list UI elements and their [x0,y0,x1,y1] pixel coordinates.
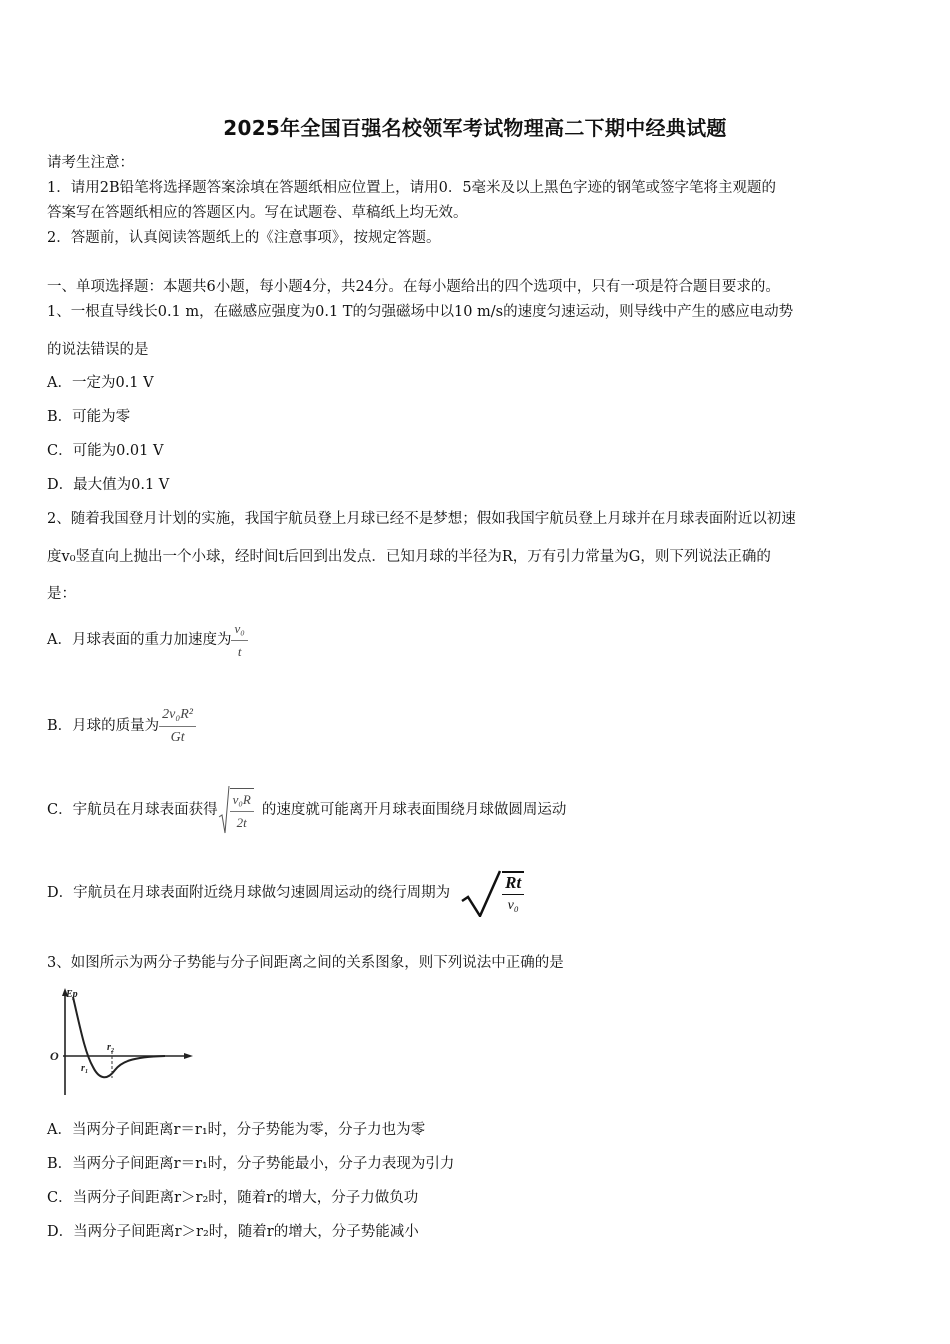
question-3-option-a: A．当两分子间距离r＝r₁时，分子势能为零，分子力也为零 [47,1122,426,1138]
notice-heading: 请考生注意： [47,155,134,171]
fraction-numerator: Rt [502,874,524,895]
option-b-text: B．月球的质量为 [47,718,160,734]
fraction-v0-over-t [231,620,247,661]
potential-energy-graph [47,983,197,1098]
option-c-text-before: C．宇航员在月球表面获得 [47,802,218,818]
question-3-option-d: D．当两分子间距离r＞r₂时，随着r的增大，分子势能减小 [47,1224,419,1240]
fraction-denominator: 2t [236,815,247,830]
option-a-text: A．月球表面的重力加速度为 [47,632,232,648]
fraction-rt-over-v0 [502,871,524,915]
question-2-stem-line-2: 度v₀竖直向上抛出一个小球，经时间t后回到出发点．已知月球的半径为R，万有引力常量为G，则下列说法正确的 [47,549,771,565]
question-1-option-d: D．最大值为0.1 V [47,477,170,493]
question-3-option-c: C．当两分子间距离r＞r₂时，随着r的增大，分子力做负功 [47,1190,419,1206]
question-2-stem-line-3: 是： [47,586,76,602]
question-1-option-b: B．可能为零 [47,409,131,425]
question-2-option-b [47,703,196,749]
notice-item-2: 2．答题前，认真阅读答题纸上的《注意事项》，按规定答题。 [47,230,441,246]
x-axis-arrow-icon [184,1053,193,1059]
y-axis-label: Ep [66,989,78,1000]
fraction-numerator: v₀R [230,791,254,812]
r1-label: r₁ [81,1063,89,1074]
fraction-numerator: 2v₀R² [159,706,196,727]
fraction-denominator: v₀ [507,898,519,913]
notice-item-1-line-1: 1．请用2B铅笔将选择题答案涂填在答题纸相应位置上，请用0．5毫米及以上黑色字迹的钢笔或签字笔将主观题的 [47,180,777,196]
notice-item-1-line-2: 答案写在答题纸相应的答题区内。写在试题卷、草稿纸上均无效。 [47,205,468,221]
fraction-v0r-over-2t [230,788,254,832]
fraction-2v0r2-over-gt [159,706,196,747]
fraction-numerator: v₀ [231,620,247,641]
question-2-option-a [47,618,248,662]
radical-sign-icon [218,785,230,835]
question-3-option-b: B．当两分子间距离r＝r₁时，分子势能最小，分子力表现为引力 [47,1156,455,1172]
square-root-expression [460,869,524,917]
radical-sign-icon [460,869,502,917]
question-1-stem-line-2: 的说法错误的是 [47,342,149,358]
question-2-option-c [47,784,566,836]
question-1-option-a: A．一定为0.1 V [47,375,154,391]
question-1-stem-line-1: 1、一根直导线长0.1 m，在磁感应强度为0.1 T的匀强磁场中以10 m/s的速度匀速运动，则导线中产生的感应电动势 [47,304,794,320]
r2-label: r₂ [107,1042,115,1053]
page-title: 2025年全国百强名校领军考试物理高二下期中经典试题 [223,116,727,140]
question-1-option-c: C．可能为0.01 V [47,443,164,459]
square-root-expression [218,785,254,835]
question-3-stem: 3、如图所示为两分子势能与分子间距离之间的关系图象，则下列说法中正确的是 [47,955,564,971]
question-2-stem-line-1: 2、随着我国登月计划的实施，我国宇航员登上月球已经不是梦想；假如我国宇航员登上月球并在月球表面附近以初速 [47,511,796,527]
option-d-text: D．宇航员在月球表面附近绕月球做匀速圆周运动的绕行周期为 [47,885,451,901]
fraction-denominator: Gt [170,729,185,745]
origin-label: O [50,1049,59,1063]
fraction-denominator: t [237,643,242,659]
section-heading: 一、单项选择题：本题共6小题，每小题4分，共24分。在每小题给出的四个选项中，只有一项是符合题目要求的。 [47,279,780,295]
option-c-text-after: 的速度就可能离开月球表面围绕月球做圆周运动 [261,802,567,818]
question-2-option-d [47,868,524,918]
